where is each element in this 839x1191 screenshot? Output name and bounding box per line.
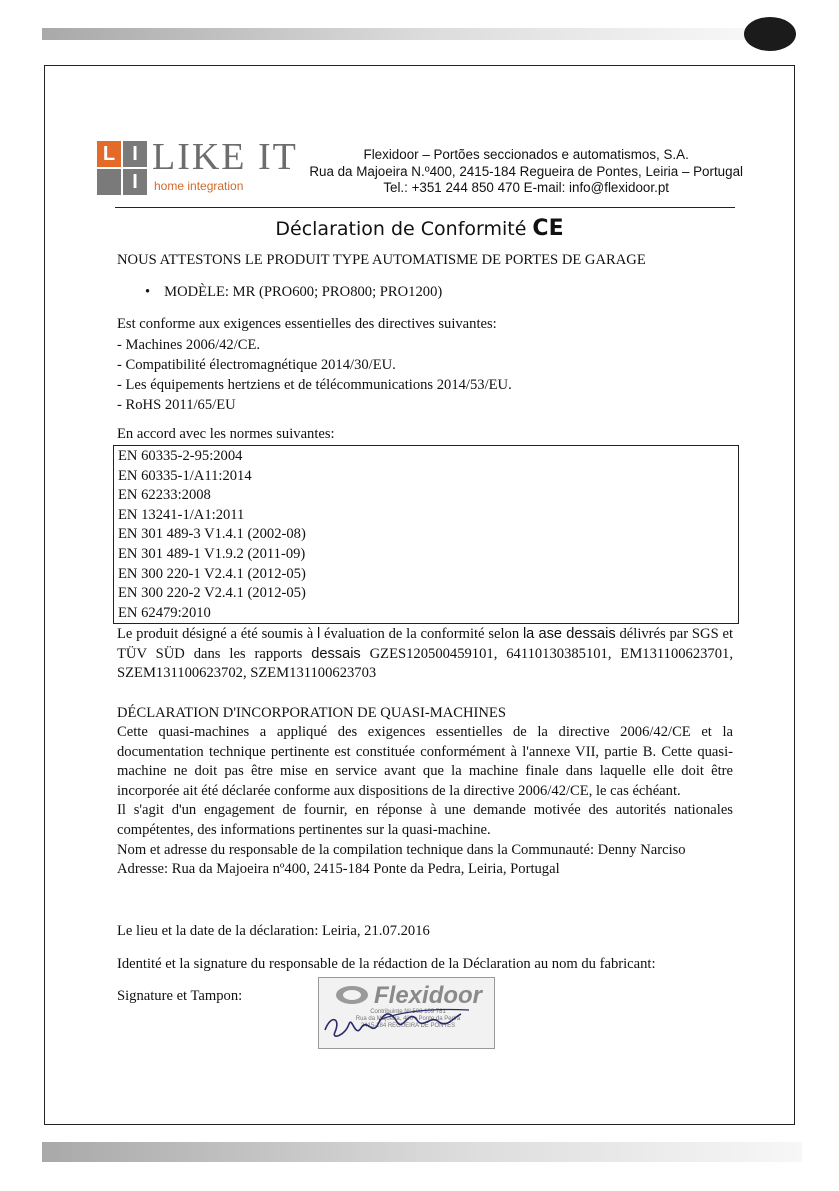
stamp-line: Rua da Majoeira, 400 • Ponte da Pedra bbox=[355, 1016, 461, 1022]
company-stamp bbox=[318, 977, 495, 1049]
incorporation-body bbox=[117, 723, 733, 880]
evaluation-l-char: l bbox=[317, 626, 321, 642]
like-it-logo bbox=[97, 136, 298, 197]
norm-item: EN 301 489-3 V1.4.1 (2002-08) bbox=[118, 526, 306, 543]
evaluation-part: évaluation de la conformité selon bbox=[324, 626, 520, 642]
company-contact: Tel.: +351 244 850 470 E-mail: info@flexidoor.pt bbox=[383, 180, 669, 195]
logo-tile: L bbox=[97, 141, 121, 167]
footer-gradient-bar bbox=[42, 1142, 802, 1162]
model-bullet bbox=[145, 284, 442, 301]
incorporation-paragraph: Cette quasi-machines a appliqué des exigences essentielles de la directive 2006/42/CE et la documentation technique pertinente est constituée conformément à l'annexe VII, partie B. Cette quasi-machine ne doit pas être mise en service avant que la machine finale dans laquelle elle doit être incorporée ait été déclarée conforme aux dispositions de la directive 2006/42/CE, le cas échéant. bbox=[117, 724, 733, 799]
norm-item: EN 300 220-2 V2.4.1 (2012-05) bbox=[118, 585, 306, 602]
incorporation-paragraph: Il s'agit d'un engagement de fournir, en réponse à une demande motivée des autorités nationales compétentes, des informations pertinentes sur la quasi-machine. bbox=[117, 802, 733, 838]
directive-item: - Machines 2006/42/CE. bbox=[117, 337, 261, 353]
norm-item: EN 13241-1/A1:2011 bbox=[118, 506, 245, 523]
directive-item: - RoHS 2011/65/EU bbox=[117, 397, 236, 413]
document-title bbox=[0, 216, 839, 241]
title-text: Déclaration de Conformité bbox=[275, 218, 527, 240]
logo-tagline: home integration bbox=[154, 179, 244, 193]
company-info bbox=[309, 147, 743, 197]
model-text: MODÈLE: MR (PRO600; PRO800; PRO1200) bbox=[164, 284, 443, 300]
logo-tiles bbox=[97, 141, 147, 195]
evaluation-part: Le produit désigné a été soumis à bbox=[117, 626, 314, 642]
stamp-line: 2415-184 REGUEIRA DE PONTES bbox=[360, 1023, 456, 1029]
norm-item: EN 301 489-1 V1.9.2 (2011-09) bbox=[118, 545, 306, 562]
norms-intro: En accord avec les normes suivantes: bbox=[117, 426, 335, 442]
company-name: Flexidoor – Portões seccionados e automatismos, S.A. bbox=[363, 147, 689, 162]
norm-item: EN 60335-1/A11:2014 bbox=[118, 467, 252, 484]
stamp-logo-text: Flexidoor bbox=[374, 982, 483, 1009]
signature-label: Signature et Tampon: bbox=[117, 988, 243, 1004]
ce-mark-icon: CE bbox=[532, 216, 564, 241]
address-line: Adresse: Rua da Majoeira nº400, 2415-184 Ponte da Pedra, Leiria, Portugal bbox=[117, 861, 560, 878]
incorporation-paragraph: Nom et adresse du responsable de la compilation technique dans la Communauté: Denny Narciso bbox=[117, 841, 686, 858]
evaluation-paragraph bbox=[117, 625, 733, 684]
norms-box bbox=[113, 445, 739, 624]
place-date: Le lieu et la date de la déclaration: Leiria, 21.07.2016 bbox=[117, 923, 430, 939]
header-gradient-bar bbox=[42, 28, 747, 40]
directive-item: - Compatibilité électromagnétique 2014/30/EU. bbox=[117, 357, 396, 373]
bullet-icon: • bbox=[145, 284, 151, 300]
identity-line: Identité et la signature du responsable de la rédaction de la Déclaration au nom du fabricant: bbox=[117, 956, 656, 972]
company-address: Rua da Majoeira N.º400, 2415-184 Regueira de Pontes, Leiria – Portugal bbox=[309, 163, 743, 179]
logo-tile: I bbox=[123, 169, 147, 195]
handwritten-signature-icon bbox=[319, 978, 494, 1048]
page-marker-dot bbox=[744, 17, 796, 51]
logo-tile: I bbox=[123, 141, 147, 167]
evaluation-dessais: dessais bbox=[311, 645, 361, 662]
incorporation-heading: DÉCLARATION D'INCORPORATION DE QUASI-MACHINES bbox=[117, 705, 506, 721]
norm-item: EN 62233:2008 bbox=[118, 487, 211, 504]
norm-item: EN 60335-2-95:2004 bbox=[118, 448, 243, 464]
logo-name: LIKE IT bbox=[152, 136, 298, 178]
report-numbers: GZES120500459101, 64110130385101, EM131100623701, SZEM131100623702, SZEM131100623703 bbox=[117, 645, 733, 682]
evaluation-part: délivrés par SGS et TÜV SÜD dans les rapports bbox=[117, 626, 734, 662]
header-divider bbox=[115, 207, 735, 208]
stamp-line: Contribuinte Nº 508 109 781 bbox=[370, 1009, 446, 1015]
conformity-intro: Est conforme aux exigences essentielles des directives suivantes: bbox=[117, 316, 497, 332]
evaluation-base: la ase dessais bbox=[522, 626, 616, 642]
attestation-line: NOUS ATTESTONS LE PRODUIT TYPE AUTOMATISME DE PORTES DE GARAGE bbox=[117, 252, 646, 268]
directive-item: - Les équipements hertziens et de télécommunications 2014/53/EU. bbox=[117, 377, 512, 393]
norm-item: EN 300 220-1 V2.4.1 (2012-05) bbox=[118, 565, 306, 582]
norm-item: EN 62479:2010 bbox=[118, 604, 211, 621]
directive-list bbox=[117, 335, 512, 415]
logo-tile bbox=[97, 169, 121, 195]
